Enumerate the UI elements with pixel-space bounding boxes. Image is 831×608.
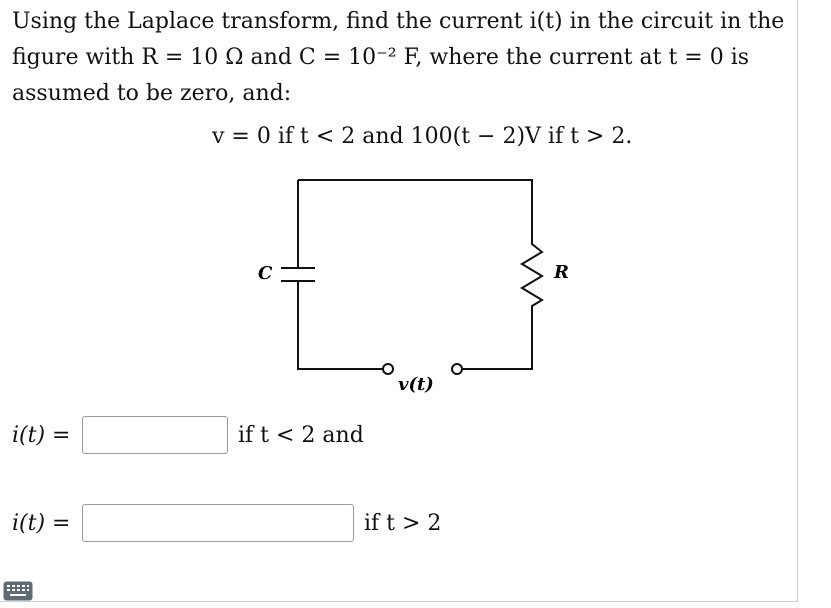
source-wire bbox=[462, 310, 532, 369]
capacitor-label: C bbox=[258, 263, 273, 284]
top-wire bbox=[298, 180, 532, 236]
source-label: v(t) bbox=[398, 374, 434, 395]
answer-1-label: i(t) = bbox=[12, 422, 71, 448]
problem-statement: Using the Laplace transform, find the current i(t) in the circuit in the figure with R = 10 Ω and C = 10⁻² F, where the current at t = 0 is assumed to be zero, and: bbox=[12, 9, 785, 106]
capacitor-plates bbox=[281, 268, 315, 281]
keyboard-icon[interactable] bbox=[3, 581, 33, 601]
resistor-label: R bbox=[554, 262, 569, 283]
answer-input-t-less-2[interactable] bbox=[82, 416, 228, 454]
source-terminal-right bbox=[452, 364, 462, 374]
answer-1-condition: if t < 2 and bbox=[238, 422, 364, 448]
capacitor-wire bbox=[298, 180, 383, 369]
source-terminal-left bbox=[383, 364, 393, 374]
answer-2-condition: if t > 2 bbox=[364, 510, 442, 536]
answer-input-t-greater-2[interactable] bbox=[82, 504, 354, 542]
voltage-definition: v = 0 if t < 2 and 100(t − 2)V if t > 2. bbox=[212, 124, 633, 149]
answer-2-label: i(t) = bbox=[12, 510, 71, 536]
resistor-zigzag bbox=[522, 236, 542, 310]
answer-row-2 bbox=[12, 502, 441, 544]
answer-row-1 bbox=[12, 414, 364, 456]
